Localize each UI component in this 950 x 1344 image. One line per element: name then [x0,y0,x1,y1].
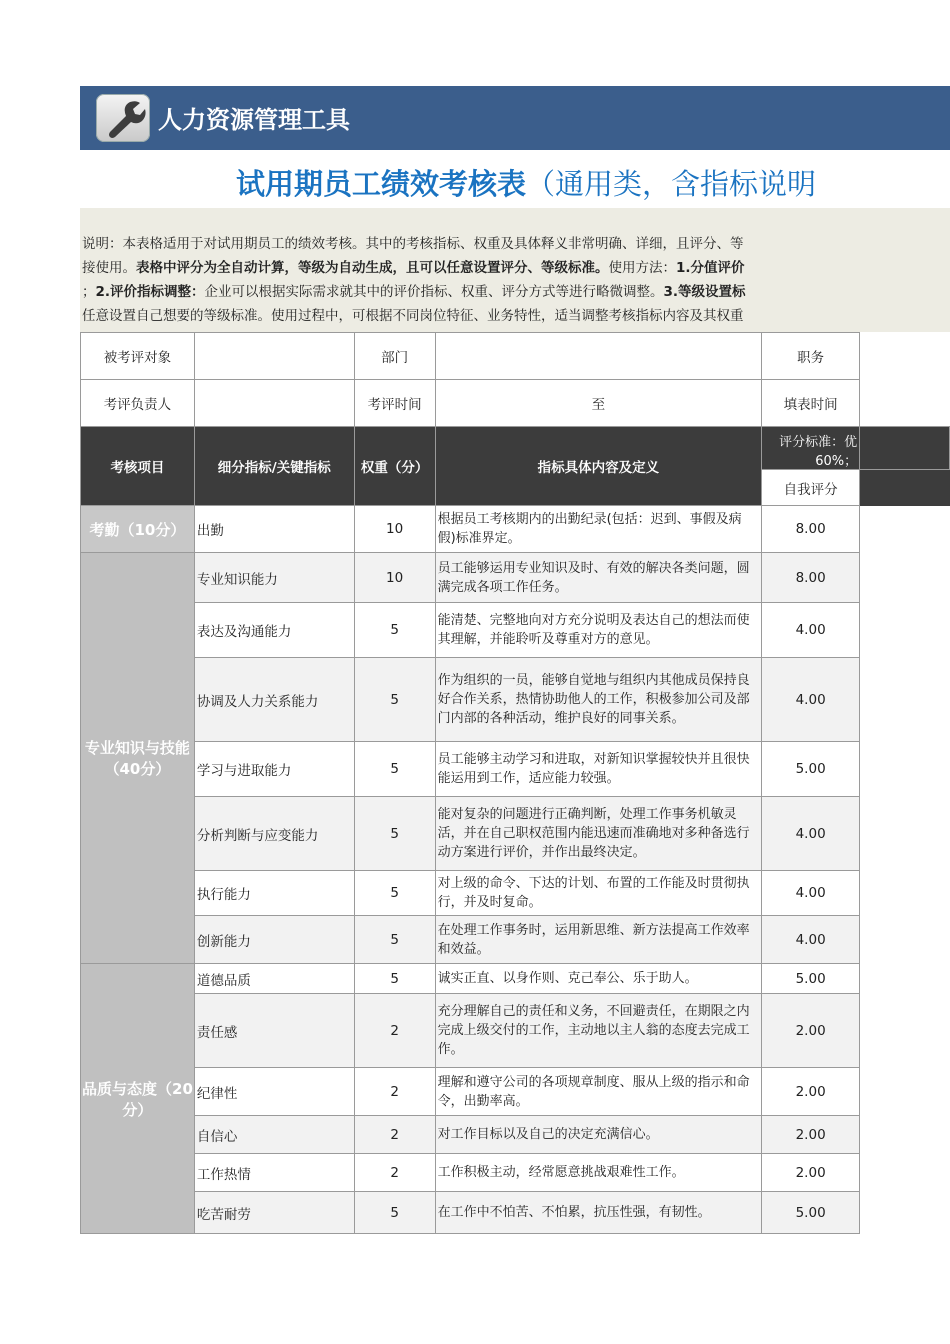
category-quality-attitude: 品质与态度（20分） [81,964,195,1234]
definition-cell: 在工作中不怕苦、不怕累，抗压性强，有韧性。 [435,1192,762,1234]
info-row-1 [81,333,950,380]
definition-cell: 工作积极主动，经常愿意挑战艰难性工作。 [435,1154,762,1192]
indicator-cell: 责任感 [194,994,354,1068]
note-line-3a: ； [82,284,96,300]
indicator-cell: 协调及人力关系能力 [194,658,354,742]
empty-cell [860,1068,950,1116]
table-row [81,658,950,742]
empty-cell [860,658,950,742]
header-indicator: 细分指标/关键指标 [194,427,354,506]
definition-cell: 能清楚、完整地向对方充分说明及表达自己的想法而使其理解，并能聆听及尊重对方的意见。 [435,603,762,658]
indicator-cell: 表达及沟通能力 [194,603,354,658]
empty-cell [860,916,950,964]
table-row [81,797,950,871]
table-row [81,553,950,603]
score-cell[interactable]: 2.00 [762,1116,860,1154]
empty-cell [860,553,950,603]
header-score-standard-2: 60%； [815,454,858,469]
empty-cell [860,1192,950,1234]
department-value[interactable] [435,333,762,380]
tool-banner [80,86,950,150]
indicator-cell: 学习与进取能力 [194,742,354,797]
score-cell[interactable]: 4.00 [762,603,860,658]
table-row [81,742,950,797]
header-row-1 [81,427,950,470]
empty-cell [860,797,950,871]
score-cell[interactable]: 8.00 [762,506,860,553]
note-line-1: 说明：本表格适用于对试用期员工的绩效考核。其中的考核指标、权重及具体释义非常明确、详细，且评分、等 [82,236,744,252]
empty-cell [860,603,950,658]
empty-cell [860,994,950,1068]
weight-cell: 5 [354,916,435,964]
indicator-cell: 纪律性 [194,1068,354,1116]
weight-cell: 10 [354,506,435,553]
appraiser-value[interactable] [194,380,354,427]
score-cell[interactable]: 4.00 [762,916,860,964]
definition-cell: 能对复杂的问题进行正确判断，处理工作事务机敏灵活，并在自己职权范围内能迅速而准确地对多种备选行动方案进行评价，并作出最终决定。 [435,797,762,871]
empty-cell [860,964,950,994]
weight-cell: 2 [354,1068,435,1116]
position-value [860,333,950,380]
indicator-cell: 自信心 [194,1116,354,1154]
definition-cell: 员工能够主动学习和进取，对新知识掌握较快并且很快能运用到工作，适应能力较强。 [435,742,762,797]
header-score-standard-ext [860,427,950,470]
indicator-cell: 执行能力 [194,871,354,916]
table-row [81,1154,950,1192]
table-row [81,964,950,994]
wrench-icon [96,94,150,142]
label-appraisee: 被考评对象 [81,333,195,380]
note-line-3b: 2.评价指标调整： [95,284,205,300]
header-weight: 权重（分） [354,427,435,506]
score-cell[interactable]: 2.00 [762,994,860,1068]
note-line-2c: 使用方法： [608,260,676,276]
instructions-note [80,208,950,332]
weight-cell: 2 [354,1154,435,1192]
table-row [81,506,950,553]
category-attendance: 考勤（10分） [81,506,195,553]
empty-cell [860,506,950,553]
empty-cell [860,1154,950,1192]
label-department: 部门 [354,333,435,380]
score-cell[interactable]: 2.00 [762,1068,860,1116]
header-self-score: 自我评分 [762,470,860,506]
score-cell[interactable]: 4.00 [762,797,860,871]
header-definition: 指标具体内容及定义 [435,427,762,506]
definition-cell: 诚实正直、以身作则、克己奉公、乐于助人。 [435,964,762,994]
weight-cell: 10 [354,553,435,603]
definition-cell: 作为组织的一员，能够自觉地与组织内其他成员保持良好合作关系，热情协助他人的工作，积极参加公司及部门内部的各种活动，维护良好的同事关系。 [435,658,762,742]
note-line-2b: 表格中评分为全自动计算，等级为自动生成，且可以任意设置评分、等级标准。 [136,260,609,276]
score-cell[interactable]: 5.00 [762,1192,860,1234]
note-line-2a: 接使用。 [82,260,136,276]
info-row-2 [81,380,950,427]
score-cell[interactable]: 8.00 [762,553,860,603]
definition-cell: 在处理工作事务时，运用新思维、新方法提高工作效率和效益。 [435,916,762,964]
weight-cell: 5 [354,797,435,871]
score-cell[interactable]: 5.00 [762,964,860,994]
score-cell[interactable]: 5.00 [762,742,860,797]
header-score-standard [762,427,860,470]
empty-cell [860,1116,950,1154]
label-fill-date: 填表时间 [762,380,860,427]
fill-date-value [860,380,950,427]
weight-cell: 2 [354,1116,435,1154]
indicator-cell: 专业知识能力 [194,553,354,603]
page-title [80,150,950,208]
page-title-sub: （通用类，含指标说明 [526,167,817,201]
weight-cell: 5 [354,658,435,742]
weight-cell: 5 [354,964,435,994]
empty-cell [860,742,950,797]
score-cell[interactable]: 2.00 [762,1154,860,1192]
label-appraiser: 考评负责人 [81,380,195,427]
definition-cell: 充分理解自己的责任和义务，不回避责任，在期限之内完成上级交付的工作，主动地以主人翁的态度去完成工作。 [435,994,762,1068]
appraisal-table [80,332,950,1234]
weight-cell: 5 [354,1192,435,1234]
definition-cell: 对上级的命令、下达的计划、布置的工作能及时贯彻执行，并及时复命。 [435,871,762,916]
label-appraisal-period: 考评时间 [354,380,435,427]
label-position: 职务 [762,333,860,380]
table-row [81,916,950,964]
table-row [81,1116,950,1154]
indicator-cell: 创新能力 [194,916,354,964]
category-professional-skills: 专业知识与技能（40分） [81,553,195,964]
definition-cell: 员工能够运用专业知识及时、有效的解决各类问题，圆满完成各项工作任务。 [435,553,762,603]
table-row [81,1068,950,1116]
definition-cell: 理解和遵守公司的各项规章制度、服从上级的指示和命令，出勤率高。 [435,1068,762,1116]
indicator-cell: 吃苦耐劳 [194,1192,354,1234]
table-row [81,1192,950,1234]
table-row [81,994,950,1068]
note-line-2d: 1.分值评价 [676,260,745,276]
header-self-score-ext [860,470,950,506]
score-cell[interactable]: 4.00 [762,871,860,916]
note-line-3d: 3.等级设置标 [663,284,746,300]
note-line-3c: 企业可以根据实际需求就其中的评价指标、权重、评分方式等进行略微调整。 [204,284,664,300]
indicator-cell: 道德品质 [194,964,354,994]
definition-cell: 对工作目标以及自己的决定充满信心。 [435,1116,762,1154]
table-row [81,603,950,658]
weight-cell: 5 [354,742,435,797]
definition-cell: 根据员工考核期内的出勤纪录(包括：迟到、事假及病假)标准界定。 [435,506,762,553]
appraisal-period-value[interactable]: 至 [435,380,762,427]
banner-title: 人力资源管理工具 [158,106,350,134]
note-line-4: 任意设置自己想要的等级标准。使用过程中，可根据不同岗位特征、业务特性，适当调整考核指标内容及其权重 [82,308,744,324]
table-row [81,871,950,916]
indicator-cell: 工作热情 [194,1154,354,1192]
indicator-cell: 出勤 [194,506,354,553]
weight-cell: 5 [354,603,435,658]
weight-cell: 5 [354,871,435,916]
header-category: 考核项目 [81,427,195,506]
header-score-standard-1: 评分标准：优 [779,435,858,450]
score-cell[interactable]: 4.00 [762,658,860,742]
empty-cell [860,871,950,916]
appraisee-value[interactable] [194,333,354,380]
indicator-cell: 分析判断与应变能力 [194,797,354,871]
page-title-main: 试用期员工绩效考核表 [236,167,527,201]
weight-cell: 2 [354,994,435,1068]
